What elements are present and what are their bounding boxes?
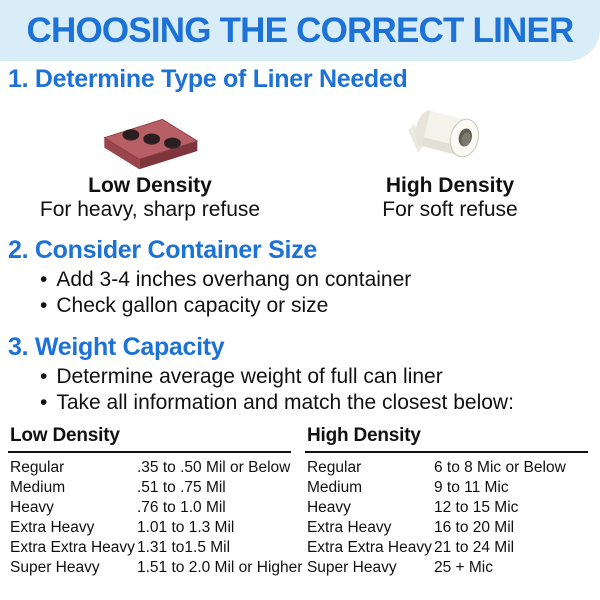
liner-type-row (0, 100, 600, 221)
table-rows (305, 458, 588, 578)
row-label: Super Heavy (306, 559, 397, 576)
bullet-item: • Check gallon capacity or size (40, 293, 600, 319)
row-label: Regular (306, 459, 362, 476)
section-1-heading: 1. Determine Type of Liner Needed (8, 65, 408, 93)
liner-type-high-density (300, 100, 600, 221)
row-value: 6 to 8 Mic or Below (433, 459, 566, 476)
section-2-heading: 2. Consider Container Size (8, 236, 317, 264)
row-label: Extra Heavy (10, 519, 95, 536)
row-label: Super Heavy (10, 559, 100, 576)
row-value: 1.31 to1.5 Mil (137, 539, 231, 556)
table-row (8, 458, 291, 478)
table-row (305, 558, 588, 578)
section-2-bullets (0, 267, 600, 319)
table-row (8, 478, 291, 498)
table-rows (8, 458, 303, 578)
brick-icon (96, 100, 204, 172)
liner-type-desc: For heavy, sharp refuse (39, 198, 261, 221)
table-title: Low Density (8, 425, 291, 453)
liner-type-name: High Density (385, 174, 515, 197)
bullet-item: • Take all information and match the closest below: (40, 390, 600, 416)
row-value: 9 to 11 Mic (433, 479, 509, 496)
density-tables (0, 425, 600, 578)
section-3-heading: 3. Weight Capacity (8, 333, 225, 361)
page-title: CHOOSING THE CORRECT LINER (26, 10, 574, 50)
table-row (305, 498, 588, 518)
row-label: Extra Extra Heavy (10, 539, 135, 556)
table-row (8, 558, 303, 578)
table-row (305, 478, 588, 498)
row-label: Regular (10, 459, 65, 476)
row-value: 12 to 15 Mic (433, 499, 519, 516)
row-value: 25 + Mic (433, 559, 493, 576)
row-label: Heavy (306, 499, 351, 516)
high-density-table (305, 425, 588, 578)
row-label: Medium (10, 479, 66, 496)
row-value: 1.01 to 1.3 Mil (137, 519, 235, 536)
table-row (8, 498, 291, 518)
row-value: 1.51 to 2.0 Mil or Higher (137, 559, 303, 576)
bullet-item: • Determine average weight of full can liner (40, 364, 600, 390)
table-title: High Density (305, 425, 588, 453)
row-value: 16 to 20 Mil (433, 519, 515, 536)
row-value: .76 to 1.0 Mil (137, 499, 226, 516)
row-label: Extra Heavy (306, 519, 392, 536)
row-value: .35 to .50 Mil or Below (137, 459, 291, 476)
bullet-item: • Add 3-4 inches overhang on container (40, 267, 600, 293)
toilet-paper-roll-icon (400, 100, 500, 172)
liner-type-desc: For soft refuse (382, 198, 518, 221)
row-label: Extra Extra Heavy (306, 539, 432, 556)
table-row (305, 518, 588, 538)
row-label: Heavy (10, 499, 54, 516)
row-label: Medium (306, 479, 363, 496)
table-row (8, 518, 291, 538)
row-value: 21 to 24 Mil (433, 539, 515, 556)
liner-type-name: Low Density (88, 174, 212, 197)
table-row (8, 538, 291, 558)
low-density-table (8, 425, 303, 578)
section-3-bullets (0, 364, 600, 416)
liner-type-low-density (0, 100, 300, 221)
row-value: .51 to .75 Mil (137, 479, 226, 496)
header-banner (0, 0, 600, 61)
table-row (305, 458, 588, 478)
table-row (305, 538, 588, 558)
